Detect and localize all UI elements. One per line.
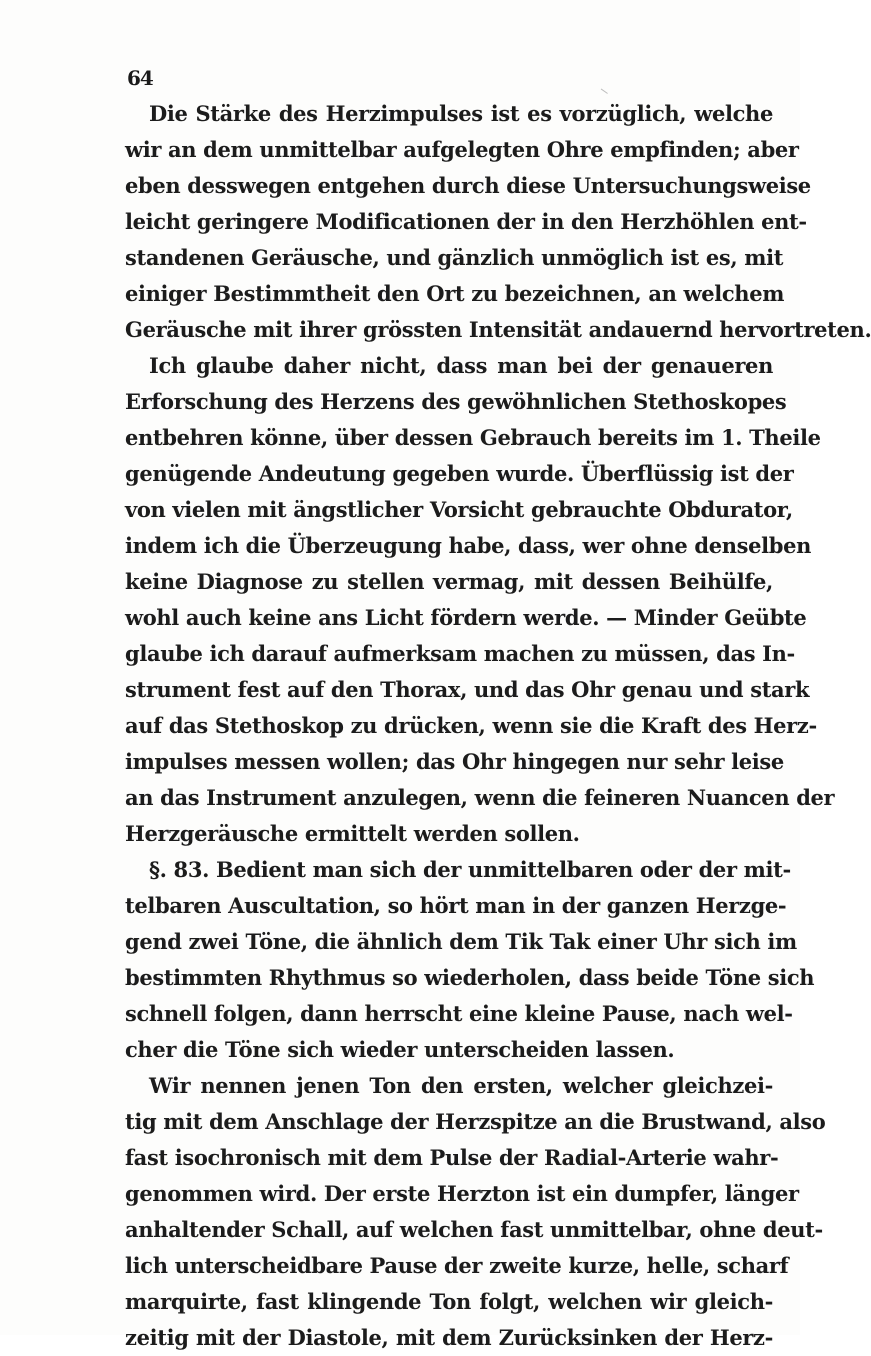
text-line: entbehren könne, über dessen Gebrauch bereits im 1. Theile [125,425,821,450]
text-line: strument fest auf den Thorax, und das Ohr genau und stark [125,677,810,702]
text-line: leicht geringere Modificationen der in den Herzhöhlen ent- [125,209,807,234]
text-line: impulses messen wollen; das Ohr hingegen nur sehr leise [125,749,784,774]
text-line: Ich glaube daher nicht, dass man bei der genaueren [149,353,773,378]
text-line: indem ich die Überzeugung habe, dass, wer ohne denselben [125,533,812,558]
text-line: wohl auch keine ans Licht fördern werde. — Minder Geübte [125,605,807,630]
text-line: cher die Töne sich wieder unterscheiden lassen. [125,1037,675,1062]
text-line: eben desswegen entgehen durch diese Untersuchungsweise [125,173,811,198]
text-line: keine Diagnose zu stellen vermag, mit dessen Beihülfe, [125,569,773,594]
text-line: bestimmten Rhythmus so wiederholen, dass beide Töne sich [125,965,815,990]
text-line: wir an dem unmittelbar aufgelegten Ohre empfinden; aber [125,137,799,162]
text-line: genügende Andeutung gegeben wurde. Überflüssig ist der [125,461,794,486]
text-line: Die Stärke des Herzimpulses ist es vorzüglich, welche [149,101,773,126]
text-line: einiger Bestimmtheit den Ort zu bezeichnen, an welchem [125,281,785,306]
text-line: schnell folgen, dann herrscht eine kleine Pause, nach wel- [125,1001,793,1026]
text-line: lich unterscheidbare Pause der zweite kurze, helle, scharf [125,1253,789,1278]
text-line: Herzgeräusche ermittelt werden sollen. [125,821,580,846]
text-line: zeitig mit der Diastole, mit dem Zurücksinken der Herz- [125,1325,773,1350]
text-line: fast isochronisch mit dem Pulse der Radial-Arterie wahr- [125,1145,779,1170]
text-line: standenen Geräusche, und gänzlich unmöglich ist es, mit [125,245,784,270]
text-line: von vielen mit ängstlicher Vorsicht gebrauchte Obdurator, [125,497,793,522]
text-line: Geräusche mit ihrer grössten Intensität andauernd hervortreten. [125,317,871,342]
text-line: §. 83. Bedient man sich der unmittelbaren oder der mit- [149,857,791,882]
text-line: tig mit dem Anschlage der Herzspitze an die Brustwand, also [125,1109,826,1134]
text-line: anhaltender Schall, auf welchen fast unmittelbar, ohne deut- [125,1217,823,1242]
text-line: auf das Stethoskop zu drücken, wenn sie die Kraft des Herz- [125,713,817,738]
text-line: glaube ich darauf aufmerksam machen zu müssen, das In- [125,641,795,666]
page-number: 64 [127,66,153,90]
text-line: telbaren Auscultation, so hört man in der ganzen Herzge- [125,893,787,918]
text-line: genommen wird. Der erste Herzton ist ein dumpfer, länger [125,1181,799,1206]
text-line: Erforschung des Herzens des gewöhnlichen Stethoskopes [125,389,787,414]
text-line: marquirte, fast klingende Ton folgt, welchen wir gleich- [125,1289,773,1314]
text-line: Wir nennen jenen Ton den ersten, welcher gleichzei- [149,1073,773,1098]
text-line: an das Instrument anzulegen, wenn die feineren Nuancen der [125,785,835,810]
text-line: gend zwei Töne, die ähnlich dem Tik Tak einer Uhr sich im [125,929,797,954]
